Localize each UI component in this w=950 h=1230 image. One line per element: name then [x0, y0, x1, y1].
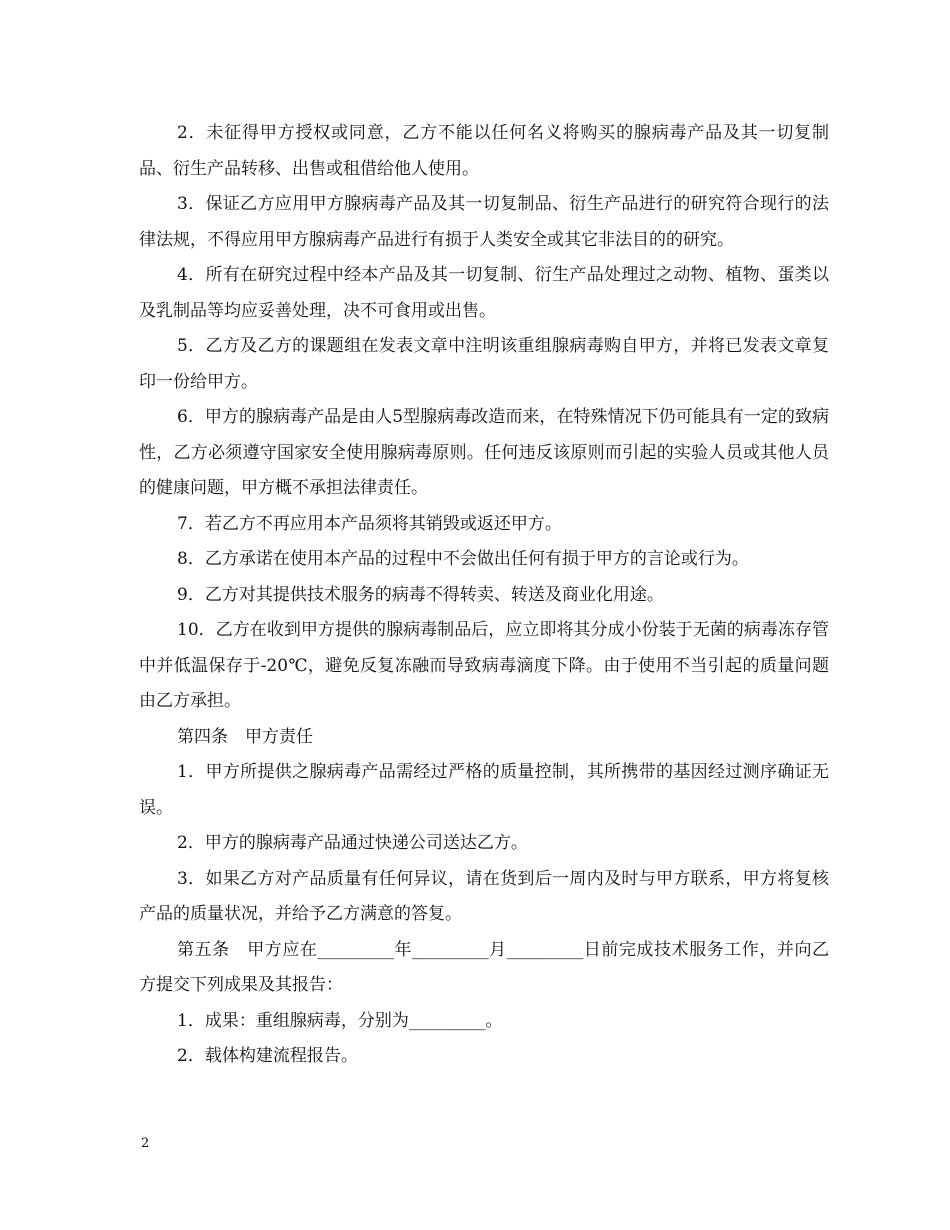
- clause-3-item-4: 4．所有在研究过程中经本产品及其一切复制、衍生产品处理过之动物、植物、蛋类以及乳制品等均应妥善处理，决不可食用或出售。: [139, 265, 829, 321]
- document-body: [139, 116, 829, 1075]
- clause-3-item-10: 10．乙方在收到甲方提供的腺病毒制品后，应立即将其分成小份装于无菌的病毒冻存管中并低温保存于-20℃，避免反复冻融而导致病毒滴度下降。由于使用不当引起的质量问题由乙方承担。: [139, 620, 829, 711]
- clause-5-item-2: 2．载体构建流程报告。: [177, 1046, 358, 1066]
- clause-3-item-8: 8．乙方承诺在使用本产品的过程中不会做出任何有损于甲方的言论或行为。: [177, 549, 749, 569]
- clause-3-item-9: 9．乙方对其提供技术服务的病毒不得转卖、转送及商业化用途。: [177, 584, 664, 605]
- clause-4-heading: 第四条 甲方责任: [177, 726, 313, 747]
- page-number: 2: [141, 1136, 150, 1151]
- clause-3-item-2: 2．未征得甲方授权或同意，乙方不能以任何名义将购买的腺病毒产品及其一切复制品、衍生产品转移、出售或租借给他人使用。: [139, 123, 829, 179]
- clause-5-heading: 第五条 甲方应在_________年_________月_________日前完成技术服务工作，并向乙方提交下列成果及其报告：: [139, 939, 829, 995]
- clause-4-item-3: 3．如果乙方对产品质量有任何异议，请在货到后一周内及时与甲方联系，甲方将复核产品的质量状况，并给予乙方满意的答复。: [139, 868, 829, 924]
- clause-3-item-5: 5．乙方及乙方的课题组在发表文章中注明该重组腺病毒购自甲方，并将已发表文章复印一份给甲方。: [139, 336, 829, 392]
- clause-3-item-7: 7．若乙方不再应用本产品须将其销毁或返还甲方。: [177, 513, 562, 534]
- clause-5-item-1: 1．成果：重组腺病毒，分别为_________。: [177, 1010, 503, 1031]
- clause-3-item-3: 3．保证乙方应用甲方腺病毒产品及其一切复制品、衍生产品进行的研究符合现行的法律法规，不得应用甲方腺病毒产品进行有损于人类安全或其它非法目的的研究。: [139, 194, 829, 250]
- clause-4-item-1: 1．甲方所提供之腺病毒产品需经过严格的质量控制，其所携带的基因经过测序确证无误。: [139, 762, 829, 818]
- clause-3-item-6: 6．甲方的腺病毒产品是由人5型腺病毒改造而来，在特殊情况下仍可能具有一定的致病性，乙方必须遵守国家安全使用腺病毒原则。任何违反该原则而引起的实验人员或其他人员的健康问题，甲方概不承担法律责任。: [139, 407, 829, 498]
- clause-4-item-2: 2．甲方的腺病毒产品通过快递公司送达乙方。: [177, 833, 528, 853]
